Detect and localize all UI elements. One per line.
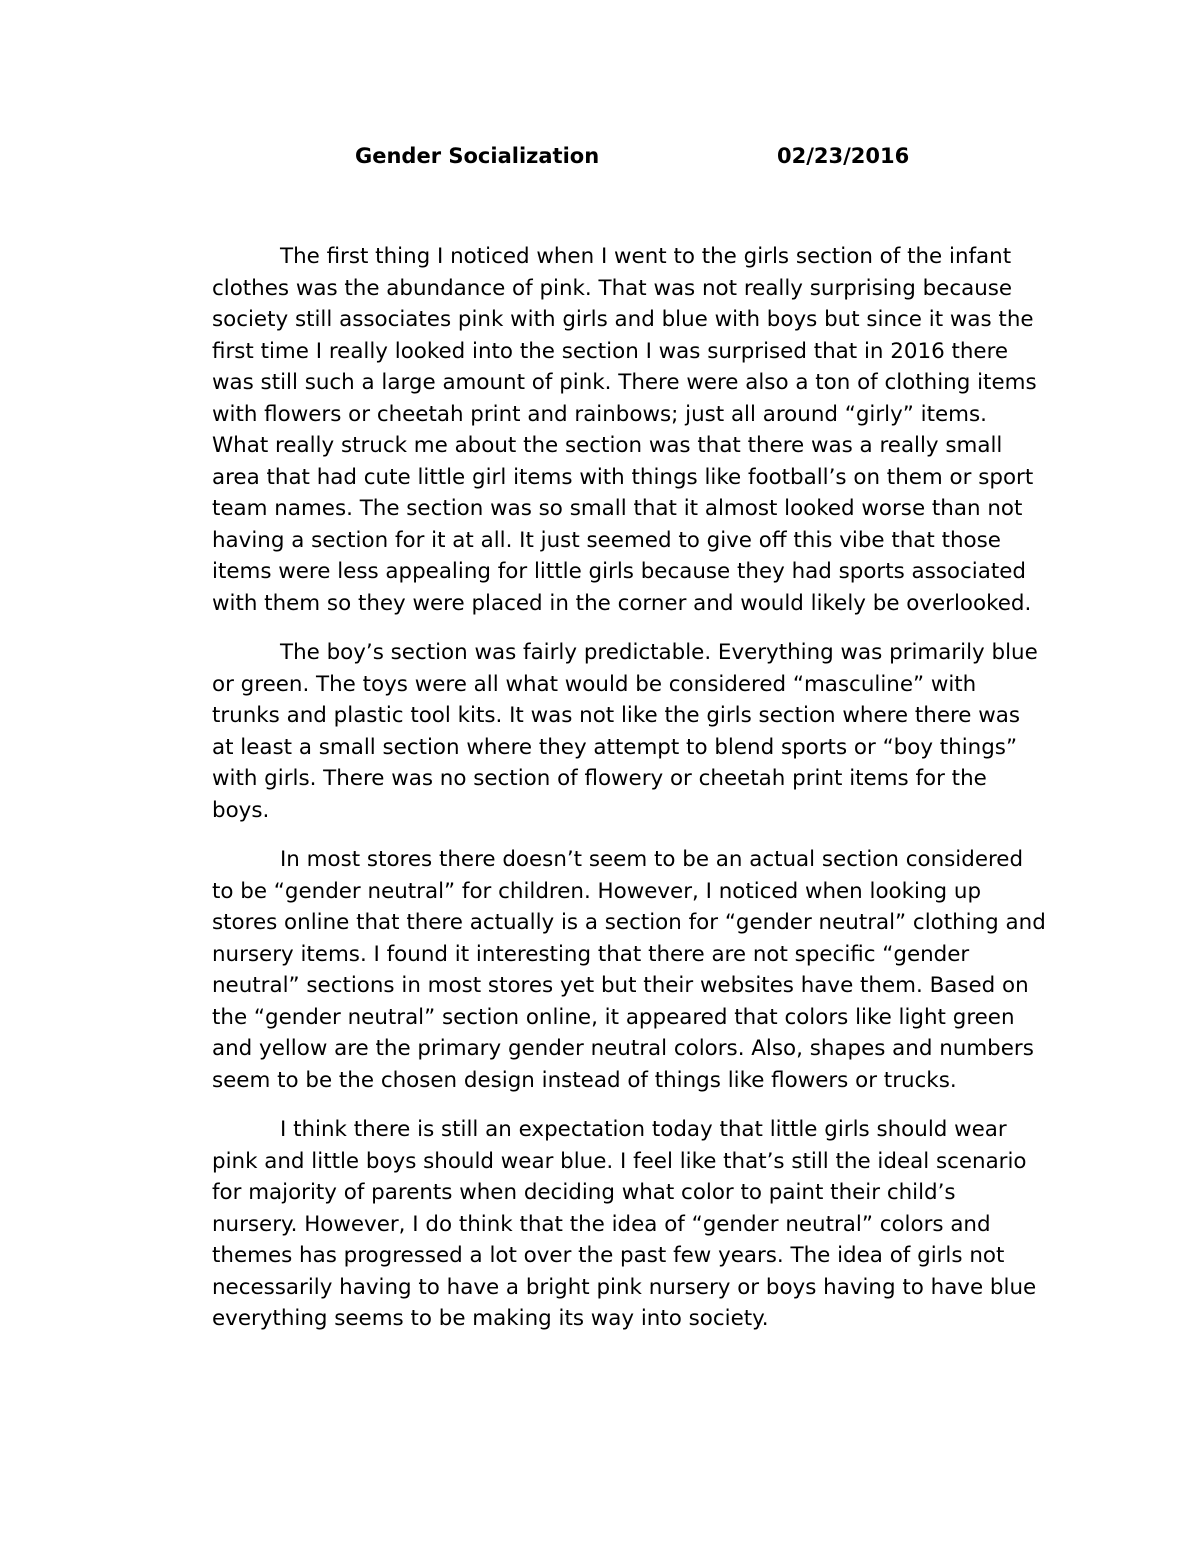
paragraph-line: themes has progressed a lot over the past few years. The idea of girls not xyxy=(212,1243,1005,1268)
paragraph-line: team names. The section was so small that it almost looked worse than not xyxy=(212,496,1023,521)
paragraph-line: stores online that there actually is a section for “gender neutral” clothing and xyxy=(212,910,1046,935)
paragraph-line: area that had cute little girl items with things like football’s on them or sport xyxy=(212,464,1034,490)
paragraph-line: with flowers or cheetah print and rainbows; just all around “girly” items. xyxy=(212,401,987,427)
paragraph-line: or green. The toys were all what would be considered “masculine” with xyxy=(212,671,977,697)
paragraph-line: seem to be the chosen design instead of things like flowers or trucks. xyxy=(212,1067,957,1093)
paragraph-line: neutral” sections in most stores yet but their websites have them. Based on xyxy=(212,973,1029,998)
document-header xyxy=(0,140,1200,174)
paragraph-line: nursery items. I found it interesting that there are not specific “gender xyxy=(212,941,970,967)
paragraph-line: nursery. However, I do think that the idea of “gender neutral” colors and xyxy=(212,1211,991,1237)
paragraph-line: boys. xyxy=(212,797,270,823)
document-body xyxy=(144,241,1062,1353)
paragraph-line: necessarily having to have a bright pink nursery or boys having to have blue xyxy=(212,1274,1037,1300)
paragraph-line: The first thing I noticed when I went to the girls section of the infant xyxy=(280,244,1012,269)
paragraph-3 xyxy=(144,844,1062,1096)
paragraph-line: pink and little boys should wear blue. I feel like that’s still the ideal scenario xyxy=(212,1148,1027,1174)
paragraph-line: society still associates pink with girls and blue with boys but since it was the xyxy=(212,307,1034,332)
paragraph-1 xyxy=(144,241,1062,619)
paragraph-line: the “gender neutral” section online, it appeared that colors like light green xyxy=(212,1004,1015,1030)
paragraph-line: In most stores there doesn’t seem to be an actual section considered xyxy=(280,847,1024,872)
paragraph-line: with them so they were placed in the corner and would likely be overlooked. xyxy=(212,590,1032,616)
paragraph-line: was still such a large amount of pink. There were also a ton of clothing items xyxy=(212,370,1037,395)
paragraph-line: everything seems to be making its way into society. xyxy=(212,1306,769,1331)
paragraph-line: at least a small section where they attempt to blend sports or “boy things” xyxy=(212,734,1018,760)
paragraph-line: first time I really looked into the section I was surprised that in 2016 there xyxy=(212,338,1009,364)
paragraph-line: for majority of parents when deciding what color to paint their child’s xyxy=(212,1180,956,1205)
paragraph-line: I think there is still an expectation today that little girls should wear xyxy=(280,1117,1007,1142)
paragraph-2 xyxy=(144,637,1062,826)
document-date: 02/23/2016 xyxy=(777,144,910,168)
paragraph-line: items were less appealing for little girls because they had sports associated xyxy=(212,559,1026,584)
paragraph-line: What really struck me about the section was that there was a really small xyxy=(212,433,1003,458)
paragraph-line: having a section for it at all. It just seemed to give off this vibe that those xyxy=(212,527,1001,553)
document-title: Gender Socialization xyxy=(355,144,600,168)
paragraph-line: The boy’s section was fairly predictable. Everything was primarily blue xyxy=(280,640,1038,665)
paragraph-line: to be “gender neutral” for children. However, I noticed when looking up xyxy=(212,878,982,904)
paragraph-line: clothes was the abundance of pink. That was not really surprising because xyxy=(212,275,1013,301)
paragraph-line: trunks and plastic tool kits. It was not like the girls section where there was xyxy=(212,703,1021,728)
paragraph-4 xyxy=(144,1114,1062,1335)
paragraph-line: with girls. There was no section of flowery or cheetah print items for the xyxy=(212,766,987,791)
paragraph-line: and yellow are the primary gender neutral colors. Also, shapes and numbers xyxy=(212,1036,1034,1061)
